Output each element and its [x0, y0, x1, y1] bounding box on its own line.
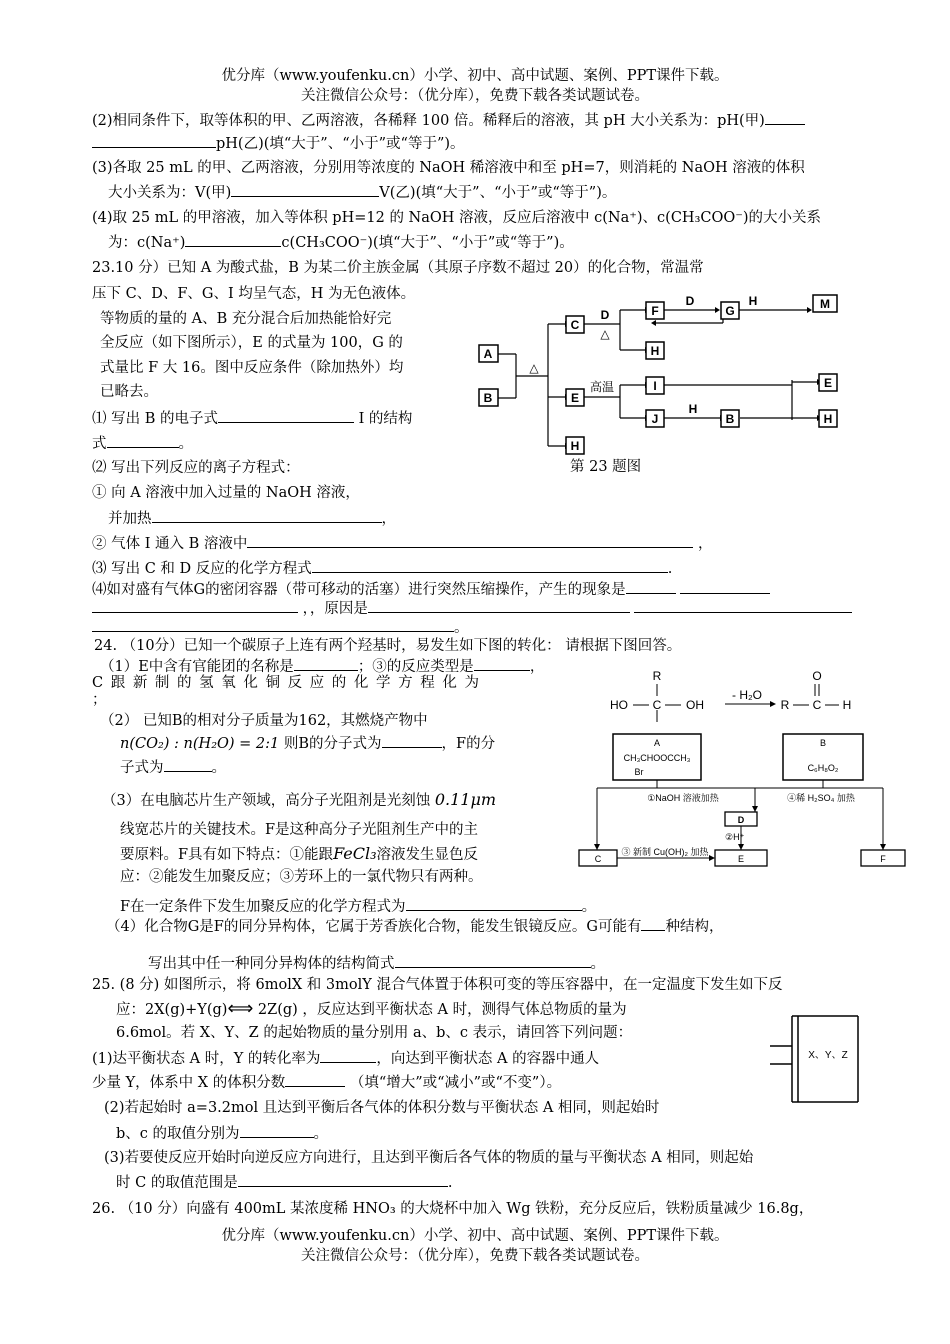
q24-scheme-boxB-formula: C₆H₈O₂	[807, 763, 839, 773]
q24-scheme-O: O	[812, 669, 822, 683]
q23-node-F-label: F	[651, 304, 659, 318]
q23-flow-diagram	[470, 290, 860, 480]
q25-q3-cont: 时 C 的取值范围是 .	[116, 1172, 452, 1193]
q25-q1: (1)达平衡状态 A 时，Y 的转化率为 ，向达到平衡状态 A 的容器中通人	[92, 1048, 599, 1069]
q23-node-E-label: E	[570, 391, 580, 405]
q23-label-D: D	[600, 308, 610, 322]
q24-q2-cont: n(CO₂) : n(H₂O) = 2:1 则B的分子式为 ，F的分	[120, 733, 495, 754]
q23-label-H2: H	[688, 402, 698, 416]
q23-node-C-label: C	[570, 318, 580, 332]
q24-scheme-boxA-br: Br	[634, 767, 644, 777]
q22-p2-line2: pH(乙)(填“大于”、“小于”或“等于”)。	[92, 133, 465, 154]
q24-scheme-C: C	[594, 854, 602, 864]
q23-q2: ⑵ 写出下列反应的离子方程式：	[92, 460, 300, 476]
q23-figure-caption: 第 23 题图	[570, 459, 642, 475]
q25-container-figure	[770, 1012, 870, 1108]
q23-q4: ⑷如对盛有气体G的密闭容器（带可移动的活塞）进行突然压缩操作，产生的现象是	[92, 579, 770, 600]
q23-q3: ⑶ 写出 C 和 D 反应的化学方程式 .	[92, 558, 672, 579]
q24-scheme-R2: R	[780, 698, 790, 712]
q23-node-B-label: B	[483, 391, 493, 405]
q23-q4-cont: ，，原因是	[92, 598, 852, 619]
q25-line-1: 25. (8 分) 如图所示，将 6molX 和 3molY 混合气体置于体积可变的等压容器中，在一定温度下发生如下反	[92, 977, 783, 993]
q24-scheme-H: H	[842, 698, 852, 712]
q23-label-delta1: △	[529, 361, 539, 375]
q24-reaction-scheme	[575, 662, 915, 884]
q24-scheme-C1: C	[652, 698, 662, 712]
q24-scheme-R1: R	[652, 669, 662, 683]
q24-q3-line2: 线宽芯片的关键技术。F是这种高分子光阻剂生产中的主	[120, 822, 479, 838]
q22-p3-line1: (3)各取 25 mL 的甲、乙两溶液，分别用等浓度的 NaOH 稀溶液中和至 pH=7，则消耗的 NaOH 溶液的体积	[92, 160, 805, 176]
q24-scheme-h2o: - H₂O	[732, 688, 762, 702]
q23-label-delta2: △	[600, 327, 610, 341]
q23-line-3: 等物质的量的 A、B 充分混合后加热能恰好完	[100, 311, 392, 327]
q24-q4-cont: 写出其中任一种同分异构体的结构简式 。	[148, 953, 605, 974]
q23-node-G-label: G	[725, 304, 735, 318]
q23-q1-cont: 式 。	[92, 433, 193, 454]
q23-q4-cont2: 。	[92, 617, 469, 638]
q25-q2-cont: b、c 的取值分别为 。	[116, 1123, 328, 1144]
q23-label-gaowen: 高温	[589, 380, 615, 394]
q24-scheme-E: E	[737, 854, 745, 864]
q23-line-2: 压下 C、D、F、G、I 均呈气态，H 为无色液体。	[92, 286, 416, 302]
q24-line-1: 24. （10分）已知一个碳原子上连有两个羟基时，易发生如下图的转化： 请根据下图回答。	[94, 638, 682, 654]
q23-node-I-label: I	[653, 379, 657, 393]
q23-node-E2-label: E	[823, 376, 833, 390]
q23-node-H1-label: H	[570, 439, 580, 453]
q24-q3-line4: 应：②能发生加聚反应；③芳环上的一氯代物只有两种。	[120, 869, 483, 885]
q24-scheme-step2: ②H⁺	[725, 832, 745, 842]
q24-scheme-F: F	[880, 854, 886, 864]
q23-line-5: 式量比 F 大 16。图中反应条件（除加热外）均	[100, 360, 404, 376]
q24-q4: （4）化合物G是F的同分异构体，它属于芳香族化合物，能发生银镜反应。G可能有 种结构，	[106, 916, 723, 937]
q23-node-H2-label: H	[650, 344, 660, 358]
q23-line-1: 23.10 分）已知 A 为酸式盐，B 为某二价主族金属（其原子序数不超过 20）的化合物，常温常	[92, 260, 704, 276]
q24-scheme-D: D	[737, 815, 745, 825]
q24-scheme-C2: C	[812, 698, 822, 712]
q23-label-H: H	[748, 294, 758, 308]
q23-label-D2: D	[685, 294, 695, 308]
q23-line-6: 已略去。	[100, 384, 158, 400]
q25-line-3: 6.6mol。若 X、Y、Z 的起始物质的量分别用 a、b、c 表示，请回答下列问题：	[116, 1025, 633, 1041]
q24-q2: （2） 已知B的相对分子质量为162，其燃烧产物中	[100, 713, 428, 729]
footer-line-1: 优分库（www.youfenku.cn）小学、初中、高中试题、案例、PPT课件下载。	[221, 1228, 729, 1244]
q23-q2-2: ② 气体 I 通入 B 溶液中 ，	[92, 533, 713, 554]
q24-q3: （3）在电脑芯片生产领域，高分子光阻剂是光刻蚀 0.11μm	[102, 790, 497, 809]
q24-q2-end: 子式为 。	[120, 757, 226, 778]
q22-p4-line2: 为：c(Na⁺) c(CH₃COO⁻)(填“大于”、“小于”或“等于”)。	[108, 232, 574, 253]
q24-q3-line5: F在一定条件下发生加聚反应的化学方程式为 。	[120, 896, 596, 917]
q24-scheme-boxB-title: B	[819, 738, 827, 748]
footer-line-2: 关注微信公众号：（优分库），免费下载各类试题试卷。	[301, 1248, 649, 1264]
q25-line-2: 应：2X(g)+Y(g)⟺ 2Z(g) ，反应达到平衡状态 A 时，测得气体总物质的量为	[116, 998, 627, 1019]
q25-q3: (3)若要使反应开始时向逆反应方向进行，且达到平衡后各气体的物质的量与平衡状态 A 相同，则起始	[104, 1150, 754, 1166]
header-line-1: 优分库（www.youfenku.cn）小学、初中、高中试题、案例、PPT课件下载。	[221, 68, 729, 84]
q25-container-label: X、Y、Z	[808, 1050, 848, 1061]
q24-scheme-boxA-formula: CH₃CHOOCCH₃	[623, 753, 691, 763]
q24-q3-line3: 要原料。F具有如下特点：①能跟FeCl₃溶液发生显色反	[120, 844, 479, 863]
q25-q2: (2)若起始时 a=3.2mol 且达到平衡后各气体的体积分数与平衡状态 A 相同，则起始时	[104, 1100, 660, 1116]
q23-q2-1: ① 向 A 溶液中加入过量的 NaOH 溶液，	[92, 485, 360, 501]
q24-q1: （1）E中含有官能团的名称是 ；③的反应类型是 ，	[100, 656, 544, 677]
q24-scheme-boxA-title: A	[653, 738, 661, 748]
q22-p4-line1: (4)取 25 mL 的甲溶液，加入等体积 pH=12 的 NaOH 溶液，反应后溶液中 c(Na⁺)、c(CH₃COO⁻)的大小关系	[92, 210, 822, 226]
q23-line-4: 全反应（如下图所示），E 的式量为 100，G 的	[100, 335, 403, 351]
header-line-2: 关注微信公众号：（优分库），免费下载各类试题试卷。	[301, 88, 649, 104]
q25-q1-cont: 少量 Y，体系中 X 的体积分数 （填“增大”或“减小”或“不变”）。	[92, 1072, 561, 1093]
q22-p2-line1: (2)相同条件下，取等体积的甲、乙两溶液，各稀释 100 倍。稀释后的溶液，其 pH 大小关系为：pH(甲)	[92, 110, 805, 131]
q24-scheme-HO: HO	[610, 698, 628, 712]
q23-node-B2-label: B	[725, 412, 735, 426]
q24-q1-end: ；	[92, 692, 107, 708]
q26-line-1: 26. （10 分）向盛有 400mL 某浓度稀 HNO₃ 的大烧杯中加入 Wg 铁粉，充分反应后，铁粉质量减少 16.8g，	[92, 1201, 814, 1217]
q23-q2-1-cont: 并加热 ，	[108, 508, 396, 529]
q23-node-A-label: A	[483, 347, 493, 361]
q23-q1: ⑴ 写出 B 的电子式 I 的结构	[92, 408, 412, 429]
q24-scheme-OH: OH	[686, 698, 704, 712]
q23-node-H3-label: H	[823, 412, 833, 426]
q24-q1-cont: C 跟 新 制 的 氢 氧 化 铜 反 应 的 化 学 方 程 化 为	[92, 675, 481, 691]
q24-scheme-step3: ③ 新制 Cu(OH)₂ 加热	[621, 847, 709, 857]
q24-scheme-step1: ①NaOH 溶液加热	[647, 793, 719, 803]
q24-scheme-step4: ④稀 H₂SO₄ 加热	[787, 793, 855, 803]
q23-node-M-label: M	[820, 297, 830, 311]
q22-p3-line2: 大小关系为：V(甲) V(乙)(填“大于”、“小于”或“等于”)。	[108, 182, 616, 203]
q23-node-J-label: J	[651, 412, 659, 426]
